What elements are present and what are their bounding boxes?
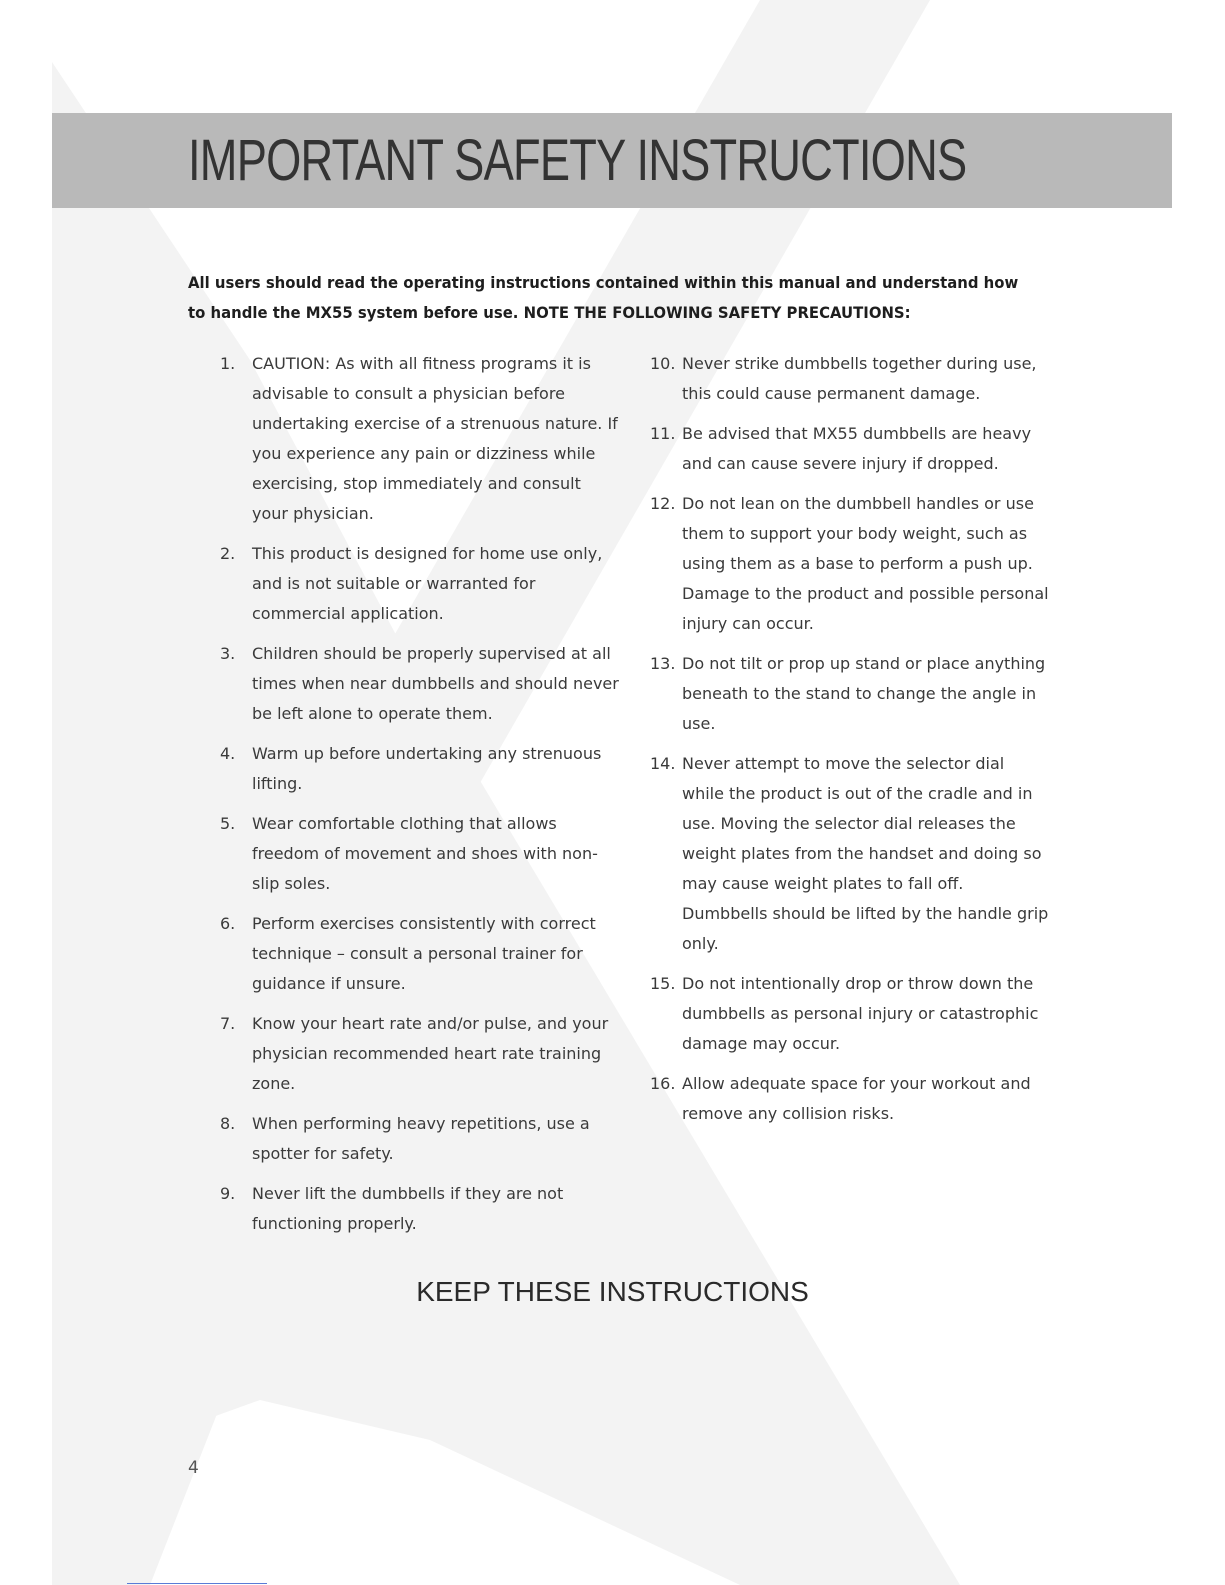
safety-item-text: Do not lean on the dumbbell handles or use them to support your body weight, such as using them as a base to perform a push up. Damage to the product and possible personal injury can occur. bbox=[682, 494, 1049, 633]
safety-item-text: Do not tilt or prop up stand or place anything beneath to the stand to change the angle in use. bbox=[682, 654, 1046, 733]
safety-item-text: Children should be properly supervised at all times when near dumbbells and should never be left alone to operate them. bbox=[252, 644, 619, 723]
safety-item-text: Never strike dumbbells together during use, this could cause permanent damage. bbox=[682, 354, 1037, 403]
safety-item-number: 14. bbox=[650, 754, 676, 773]
safety-item bbox=[220, 809, 620, 899]
safety-item-number: 4. bbox=[220, 744, 236, 763]
page-number: 4 bbox=[188, 1458, 199, 1478]
safety-item bbox=[650, 969, 1050, 1059]
safety-item-number: 9. bbox=[220, 1184, 236, 1203]
safety-item-text: Be advised that MX55 dumbbells are heavy and can cause severe injury if dropped. bbox=[682, 424, 1032, 473]
safety-item-text: Perform exercises consistently with correct technique – consult a personal trainer for guidance if unsure. bbox=[252, 914, 596, 993]
safety-item-text: Allow adequate space for your workout and remove any collision risks. bbox=[682, 1074, 1031, 1123]
safety-item bbox=[650, 489, 1050, 639]
safety-item-text: Know your heart rate and/or pulse, and your physician recommended heart rate training zone. bbox=[252, 1014, 609, 1093]
safety-item-number: 13. bbox=[650, 654, 676, 673]
safety-item-number: 16. bbox=[650, 1074, 676, 1093]
safety-item-text: Warm up before undertaking any strenuous lifting. bbox=[252, 744, 602, 793]
safety-item bbox=[220, 909, 620, 999]
safety-item-text: Do not intentionally drop or throw down the dumbbells as personal injury or catastrophic damage may occur. bbox=[682, 974, 1039, 1053]
safety-item-number: 8. bbox=[220, 1114, 236, 1133]
safety-item bbox=[650, 1069, 1050, 1129]
safety-item-number: 2. bbox=[220, 544, 236, 563]
safety-item-text: This product is designed for home use only, and is not suitable or warranted for commercial application. bbox=[252, 544, 603, 623]
safety-item-number: 7. bbox=[220, 1014, 236, 1033]
safety-item-text: Never lift the dumbbells if they are not functioning properly. bbox=[252, 1184, 564, 1233]
safety-list-right-column bbox=[650, 349, 1050, 1139]
safety-item-text: CAUTION: As with all fitness programs it is advisable to consult a physician before undertaking exercise of a strenuous nature. If you experience any pain or dizziness while exercising, stop immediately and consult your physician. bbox=[252, 354, 618, 523]
safety-item-number: 1. bbox=[220, 354, 236, 373]
safety-item bbox=[220, 739, 620, 799]
safety-item bbox=[220, 1179, 620, 1239]
safety-item-number: 15. bbox=[650, 974, 676, 993]
safety-item bbox=[650, 349, 1050, 409]
safety-item-text: When performing heavy repetitions, use a spotter for safety. bbox=[252, 1114, 590, 1163]
safety-item-number: 10. bbox=[650, 354, 676, 373]
safety-item bbox=[220, 1009, 620, 1099]
safety-item-number: 11. bbox=[650, 424, 676, 443]
safety-list-left-column bbox=[220, 349, 620, 1249]
page-title: IMPORTANT SAFETY INSTRUCTIONS bbox=[188, 128, 967, 193]
safety-item bbox=[650, 419, 1050, 479]
footer-link-underline bbox=[127, 1583, 267, 1584]
safety-item bbox=[650, 749, 1050, 959]
safety-item-text: Never attempt to move the selector dial while the product is out of the cradle and in use. Moving the selector dial releases the weight plates from the handset and doing so may cause weight plates to fall off. Dumbbells should be lifted by the handle grip only. bbox=[682, 754, 1049, 953]
safety-item bbox=[220, 1109, 620, 1169]
safety-item-number: 5. bbox=[220, 814, 236, 833]
safety-item-number: 12. bbox=[650, 494, 676, 513]
intro-paragraph: All users should read the operating instructions contained within this manual and understand how to handle the MX55 system before use. NOTE THE FOLLOWING SAFETY PRECAUTIONS: bbox=[188, 273, 1019, 322]
safety-item-text: Wear comfortable clothing that allows freedom of movement and shoes with non-slip soles. bbox=[252, 814, 598, 893]
keep-instructions-heading: KEEP THESE INSTRUCTIONS bbox=[416, 1276, 809, 1307]
safety-item bbox=[220, 639, 620, 729]
safety-item-number: 6. bbox=[220, 914, 236, 933]
safety-item-number: 3. bbox=[220, 644, 236, 663]
safety-item bbox=[650, 649, 1050, 739]
safety-item bbox=[220, 539, 620, 629]
safety-item bbox=[220, 349, 620, 529]
